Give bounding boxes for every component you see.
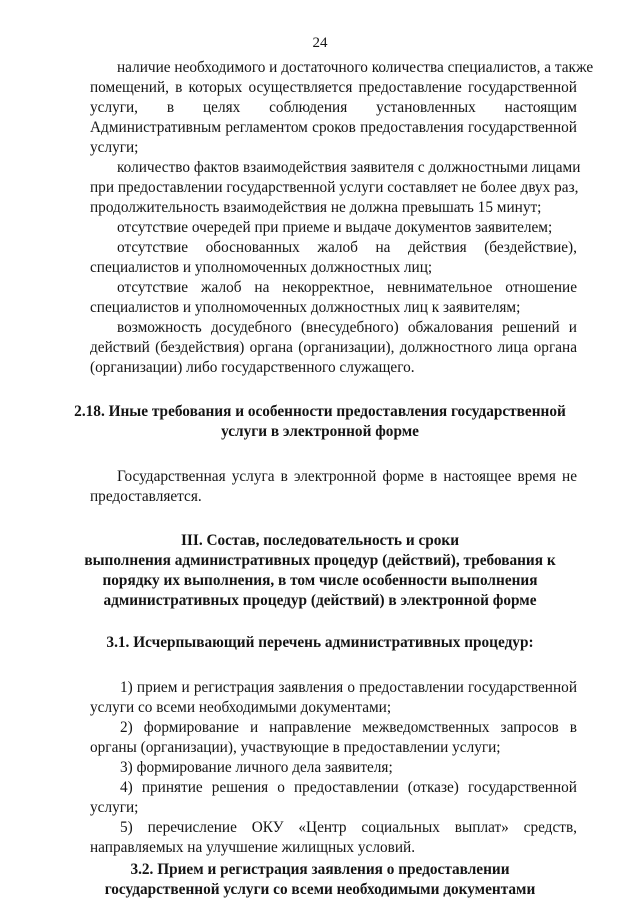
section-heading: 3.1. Исчерпывающий перечень административных процедур: xyxy=(106,634,534,651)
chapter-heading: выполнения административных процедур (действий), требования к xyxy=(84,552,556,569)
chapter-heading: административных процедур (действий) в электронной форме xyxy=(103,592,537,609)
list-item: 3) формирование личного дела заявителя; xyxy=(120,759,393,776)
text-line: отсутствие жалоб на некорректное, невнимательное отношение xyxy=(117,279,577,296)
section-heading: государственной услуги со всеми необходимыми документами xyxy=(104,881,536,898)
list-item: органы (организации), участвующие в предоставлении услуги; xyxy=(90,739,501,756)
text-line: специалистов и уполномоченных должностных лиц к заявителям; xyxy=(90,299,521,316)
text-line: услуги; xyxy=(90,139,139,156)
text-line: специалистов и уполномоченных должностных лиц; xyxy=(90,259,433,276)
text-line: возможность досудебного (внесудебного) обжалования решений и xyxy=(117,319,577,336)
word: услуги, xyxy=(90,99,139,116)
word: отсутствие xyxy=(117,239,189,256)
list-item: услуги; xyxy=(90,799,139,816)
section-heading: 3.2. Прием и регистрация заявления о предоставлении xyxy=(130,861,510,878)
text-line-justified xyxy=(117,238,577,258)
section-heading: 2.18. Иные требования и особенности предоставления государственной xyxy=(74,403,566,420)
word: на xyxy=(375,239,391,256)
chapter-heading: порядку их выполнения, в том числе особенности выполнения xyxy=(102,572,538,589)
text-line: Административным регламентом сроков предоставления государственной xyxy=(90,119,577,136)
list-item: 2) формирование и направление межведомственных запросов в xyxy=(120,719,577,736)
word: в xyxy=(166,99,175,116)
word: соблюдения xyxy=(269,99,348,116)
list-item: 4) принятие решения о предоставлении (отказе) государственной xyxy=(120,779,577,796)
chapter-heading: III. Состав, последовательность и сроки xyxy=(180,532,460,549)
text-line: помещений, в которых осуществляется предоставление государственной xyxy=(90,79,577,96)
text-line: отсутствие очередей при приеме и выдаче документов заявителем; xyxy=(117,219,553,236)
text-line: наличие необходимого и достаточного количества специалистов, а также xyxy=(117,59,594,76)
text-line: продолжительность взаимодействия не должна превышать 15 минут; xyxy=(90,199,542,216)
section-heading: услуги в электронной форме xyxy=(221,423,419,440)
text-line: Государственная услуга в электронной форме в настоящее время не xyxy=(117,468,577,485)
list-item: направляемых на улучшение жилищных условий. xyxy=(90,839,416,856)
word: настоящим xyxy=(504,99,577,116)
page-number: 24 xyxy=(312,35,328,51)
word: действия xyxy=(407,239,467,256)
list-item: услуги со всеми необходимыми документами; xyxy=(90,699,392,716)
list-item: 1) прием и регистрация заявления о предоставлении государственной xyxy=(120,679,577,696)
word: целях xyxy=(202,99,241,116)
text-line: количество фактов взаимодействия заявителя с должностными лицами xyxy=(117,159,581,176)
text-line: предоставляется. xyxy=(90,488,202,505)
list-item: 5) перечисление ОКУ «Центр социальных выплат» средств, xyxy=(120,819,577,836)
word: (бездействие), xyxy=(484,239,577,256)
word: жалоб xyxy=(317,239,358,256)
text-line: действий (бездействия) органа (организации), должностного лица органа xyxy=(90,339,577,356)
word: обоснованных xyxy=(205,239,300,256)
word: установленных xyxy=(376,99,476,116)
text-line-justified xyxy=(90,98,577,118)
text-line: (организации) либо государственного служащего. xyxy=(90,359,415,376)
text-line: при предоставлении государственной услуги составляет не более двух раз, xyxy=(90,179,579,196)
